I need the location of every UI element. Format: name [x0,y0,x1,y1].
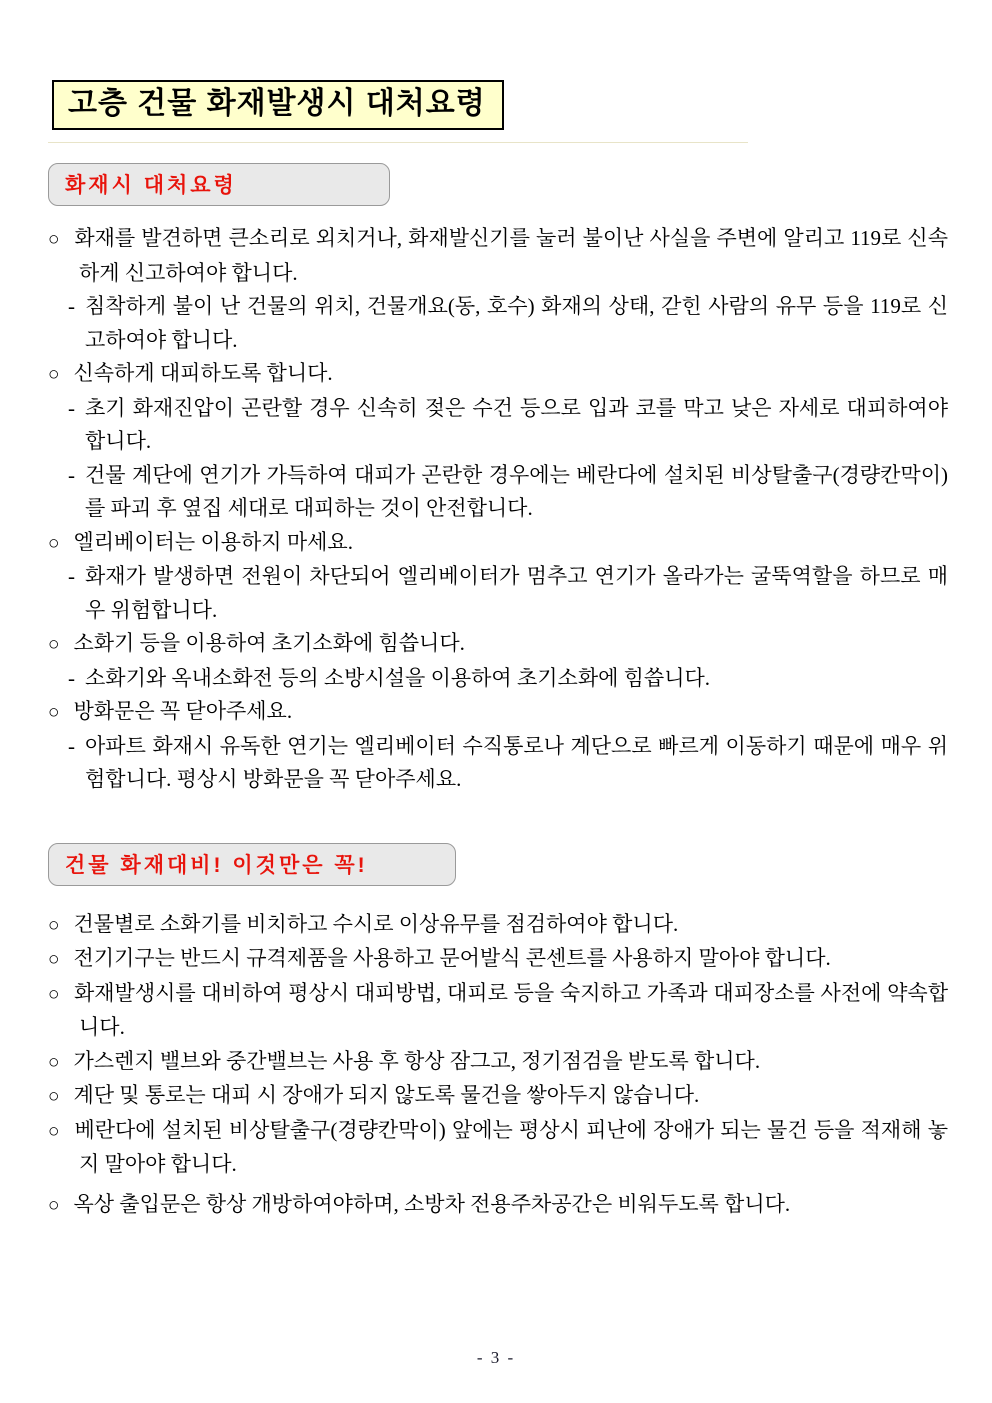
list-item [48,1188,948,1223]
item-text: 건물별로 소화기를 비치하고 수시로 이상유무를 점검하여야 합니다. [73,911,679,936]
item-text: 전기기구는 반드시 규격제품을 사용하고 문어발식 콘센트를 사용하지 말아야 합니다. [73,946,831,970]
title-divider [48,142,748,143]
sub-item-text: 화재가 발생하면 전원이 차단되어 엘리베이터가 멈추고 연기가 올라가는 굴뚝역할을 하므로 매우 위험합니다. [85,564,948,622]
bullet-circle-icon: ○ [48,983,60,1005]
bullet-dash-icon: - [68,294,75,318]
sub-item [48,730,948,797]
section-header: 화재시 대처요령 [48,163,390,206]
item-text: 가스렌지 밸브와 중간밸브는 사용 후 항상 잠그고, 정기점검을 받도록 합니다. [73,1048,761,1073]
list-item [48,357,948,392]
item-text: 옥상 출입문은 항상 개방하여야하며, 소방차 전용주차공간은 비워두도록 합니다. [73,1191,791,1216]
bullet-circle-icon: ○ [48,702,60,723]
item-text: 신속하게 대피하도록 합니다. [73,361,333,385]
sub-item [48,459,948,526]
list-item [48,942,948,977]
bullet-circle-icon: ○ [48,1086,60,1107]
list-item [48,695,948,730]
sub-item [48,392,948,459]
bullet-circle-icon: ○ [48,1194,60,1216]
list-item [48,627,948,662]
sub-item [48,290,948,357]
bullet-circle-icon: ○ [48,634,60,655]
item-text: 계단 및 통로는 대피 시 장애가 되지 않도록 물건을 쌓아두지 않습니다. [73,1083,700,1107]
section-header: 건물 화재대비! 이것만은 꼭! [48,843,456,886]
sub-item-text: 침착하게 불이 난 건물의 위치, 건물개요(동, 호수) 화재의 상태, 갇힌 사람의 유무 등을 119로 신고하여야 합니다. [85,294,948,352]
bullet-dash-icon: - [68,462,75,487]
sub-item-text: 소화기와 옥내소화전 등의 소방시설을 이용하여 초기소화에 힘씁니다. [85,665,711,690]
bullet-list [48,222,948,797]
sub-item-text: 초기 화재진압이 곤란할 경우 신속히 젖은 수건 등으로 입과 코를 막고 낮은 자세로 대피하여야 합니다. [85,395,948,453]
list-item [48,222,948,290]
bullet-circle-icon: ○ [48,532,60,554]
bullet-dash-icon: - [68,733,75,758]
bullet-dash-icon: - [68,665,75,690]
list-item [48,977,948,1045]
item-text: 화재를 발견하면 큰소리로 외치거나, 화재발신기를 눌러 불이난 사실을 주변에 알리고 119로 신속하게 신고하여야 합니다. [74,226,948,285]
bullet-dash-icon: - [68,395,75,420]
bullet-circle-icon: ○ [48,949,60,970]
list-item [48,1045,948,1080]
bullet-dash-icon: - [68,564,75,588]
item-text: 방화문은 꼭 닫아주세요. [73,699,293,723]
sub-item [48,560,948,627]
item-text: 소화기 등을 이용하여 초기소화에 힘씁니다. [73,631,465,655]
bullet-list [48,908,948,1223]
page-number: - 3 - [476,1348,516,1367]
sub-item-text: 건물 계단에 연기가 가득하여 대피가 곤란한 경우에는 베란다에 설치된 비상탈출구(경량칸막이)를 파괴 후 옆집 세대로 대피하는 것이 안전합니다. [85,462,948,520]
list-item [48,526,948,561]
sub-item-text: 아파트 화재시 유독한 연기는 엘리베이터 수직통로나 계단으로 빠르게 이동하기 때문에 매우 위험합니다. 평상시 방화문을 꼭 닫아주세요. [85,733,948,791]
sub-item [48,662,948,696]
list-item [48,1079,948,1114]
bullet-circle-icon: ○ [48,1051,60,1073]
fire-response-section [48,163,948,797]
document-title: 고층 건물 화재발생시 대처요령 [52,80,504,130]
list-item [48,1114,948,1182]
bullet-circle-icon: ○ [48,229,61,250]
item-text: 베란다에 설치된 비상탈출구(경량칸막이) 앞에는 평상시 피난에 장애가 되는 물건 등을 적재해 놓지 말아야 합니다. [74,1117,948,1176]
bullet-circle-icon: ○ [48,364,60,385]
list-item [48,908,948,943]
item-text: 화재발생시를 대비하여 평상시 대피방법, 대피로 등을 숙지하고 가족과 대피장소를 사전에 약속합니다. [73,980,948,1039]
bullet-circle-icon: ○ [48,1120,61,1142]
fire-preparation-section [48,843,948,1223]
bullet-circle-icon: ○ [48,914,60,936]
item-text: 엘리베이터는 이용하지 마세요. [73,529,353,554]
